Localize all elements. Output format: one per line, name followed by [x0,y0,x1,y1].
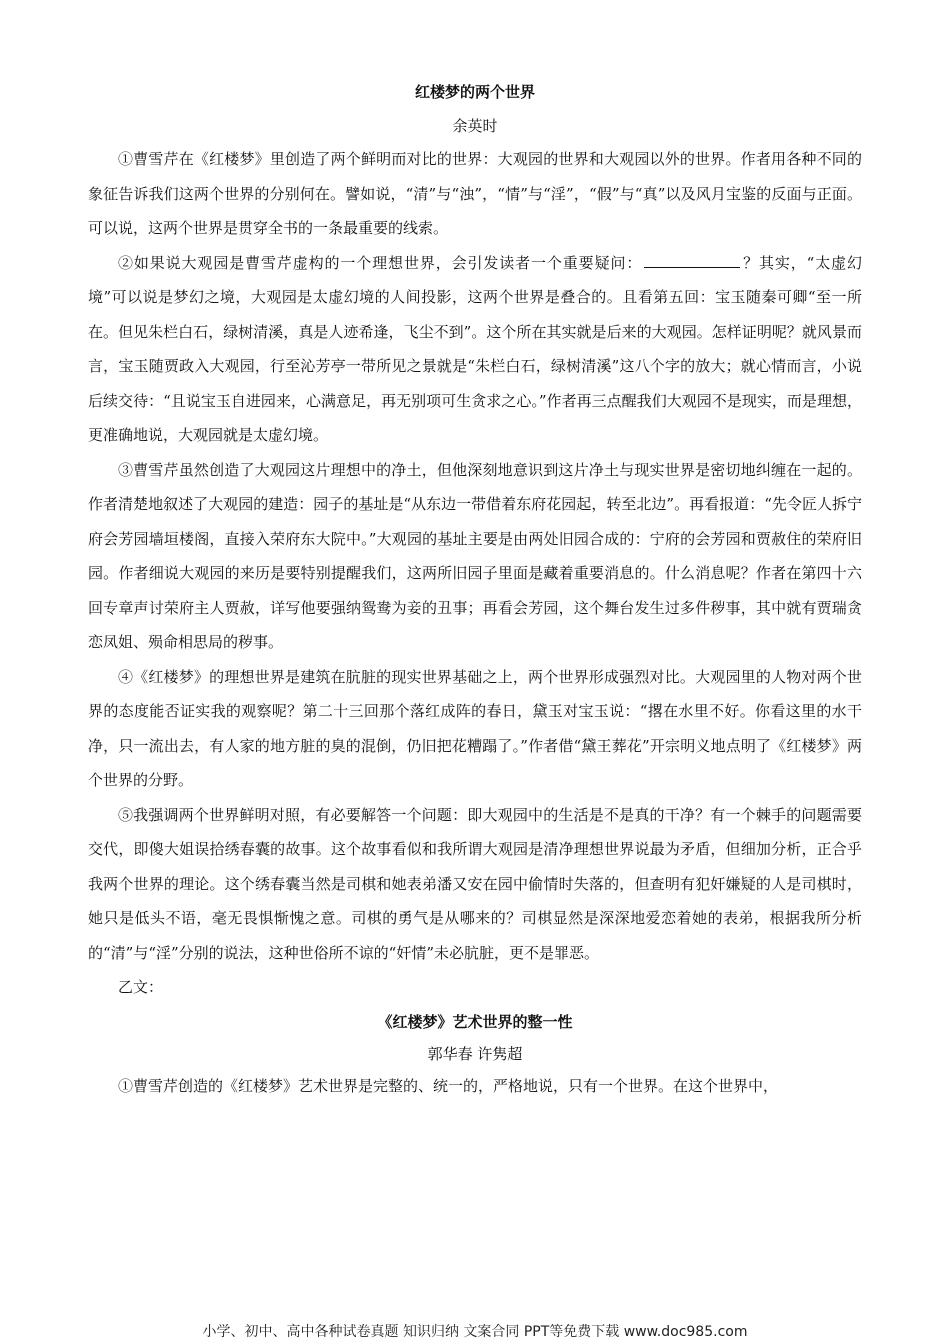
section-label: 乙文： [118,978,164,996]
article-a-paragraph-5: ⑤我强调两个世界鲜明对照，有必要解答一个问题：即大观园中的生活是不是真的干净？有一个棘手的问题需要交代，即傻大姐误拾绣春囊的故事。这个故事看似和我所谓大观园是清净理想世界说最为矛盾，但细加分析，正合乎我两个世界的理论。这个绣春囊当然是司棋和她表弟潘又安在园中偷情时失落的，但查明有犯奸嫌疑的人是司棋时，她只是低头不语，毫无畏惧惭愧之意。司棋的勇气是从哪来的？司棋显然是深深地爱恋着她的表弟，根据我所分析的“清”与“淫”分别的说法，这种世俗所不谅的“奸情”未必肮脏，更不是罪恶。 [88,805,862,962]
article-a-paragraph-2 [88,246,862,453]
article-b-title: 《红楼梦》艺术世界的整一性 [377,1012,573,1031]
article-a-author: 余英时 [452,117,498,135]
paragraph-2-text-end: ？其实，“太虚幻境”可以说是梦幻之境，大观园是太虚幻境的人间投影，这两个世界是叠合的。且看第五回：宝玉随秦可卿“至一所在。但见朱栏白石，绿树清溪，真是人迹希逢，飞尘不到”。这个所在其实就是后来的大观园。怎样证明呢？就风景而言，宝玉随贾政入大观园，行至沁芳亭一带所见之景就是“朱栏白石，绿树清溪”这八个字的放大；就心情而言，小说后续交待：“且说宝玉自进园来，心满意足，再无别项可生贪求之心。”作者再三点醒我们大观园不是现实，而是理想，更准确地说，大观园就是太虚幻境。 [88,253,862,444]
paragraph-2-text-start: ②如果说大观园是曹雪芹虚构的一个理想世界，会引发读者一个重要疑问： [118,253,643,272]
article-b-author: 郭华春 许隽超 [427,1044,523,1063]
article-a-paragraph-3: ③曹雪芹虽然创造了大观园这片理想中的净土，但他深刻地意识到这片净土与现实世界是密切地纠缠在一起的。作者清楚地叙述了大观园的建造：园子的基址是“从东边一带借着东府花园起，转至北边”。再看报道：“先令匠人拆宁府会芳园墙垣楼阁，直接入荣府东大院中。”大观园的基址主要是由两处旧园合成的：宁府的会芳园和贾赦住的荣府旧园。作者细说大观园的来历是要特别提醒我们，这两所旧园子里面是藏着重要消息的。什么消息呢？作者在第四十六回专章声讨荣府主人贾赦，详写他要强纳鸳鸯为妾的丑事；再看会芳园，这个舞台发生过多件秽事，其中就有贾瑞贪恋凤姐、殒命相思局的秽事。 [88,460,862,651]
article-b-paragraph-1: ①曹雪芹创造的《红楼梦》艺术世界是完整的、统一的，严格地说，只有一个世界。在这个世界中， [118,1076,779,1095]
article-a-paragraph-4: ④《红楼梦》的理想世界是建筑在肮脏的现实世界基础之上，两个世界形成强烈对比。大观园里的人物对两个世界的态度能否证实我的观察呢？第二十三回那个落红成阵的春日，黛玉对宝玉说：“撂在水里不好。你看这里的水干净，只一流出去，有人家的地方脏的臭的混倒，仍旧把花糟蹋了。”作者借“黛王葬花”开宗明义地点明了《红楼梦》两个世界的分野。 [88,667,862,789]
article-a-title: 红楼梦的两个世界 [414,83,535,101]
document-page [88,78,862,1103]
footer-banner: 小学、初中、高中各种试卷真题 知识归纳 文案合同 PPT等免费下载 www.doc985.com [202,1324,748,1340]
article-a-paragraph-1: ①曹雪芹在《红楼梦》里创造了两个鲜明而对比的世界：大观园的世界和大观园以外的世界。作者用各种不同的象征告诉我们这两个世界的分别何在。譬如说，“清”与“浊”，“情”与“淫”，“假”与“真”以及风月宝鉴的反面与正面。可以说，这两个世界是贯穿全书的一条最重要的线索。 [88,150,862,237]
fill-in-blank [644,251,740,268]
